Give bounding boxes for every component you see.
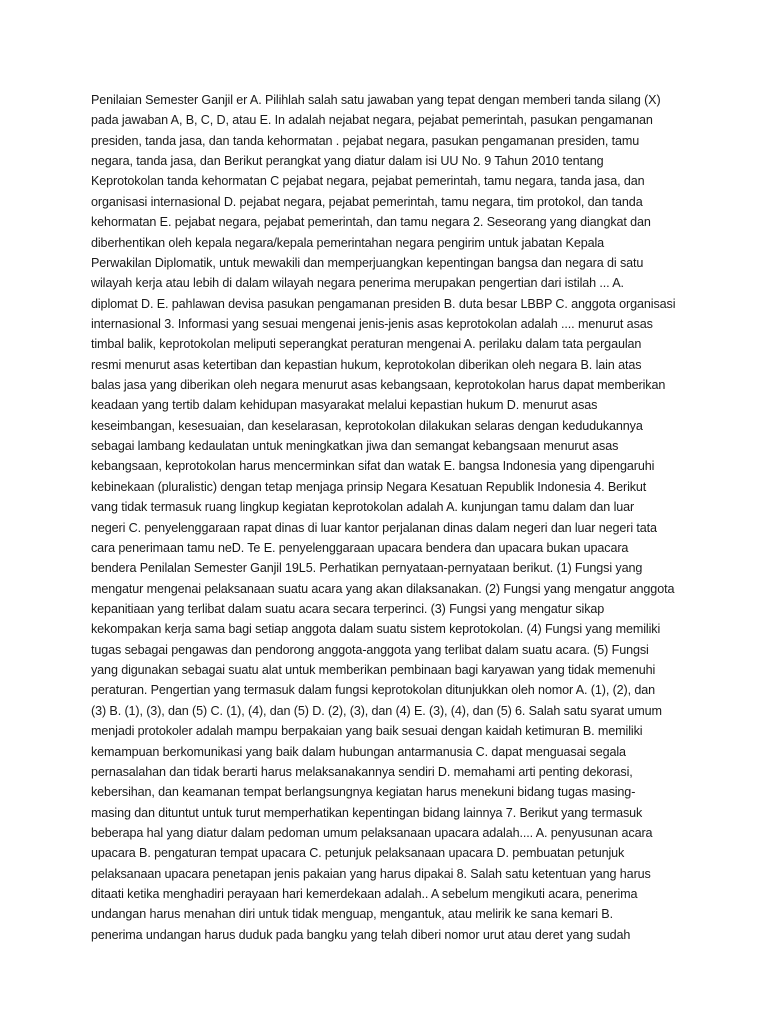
text-line: kehormatan E. pejabat negara, pejabat pemerintah, dan tamu negara 2. Seseorang yang diangkat dan: [91, 215, 651, 230]
text-line: timbal balik, keprotokolan meliputi seperangkat peraturan mengenai A. perilaku dalam tata pergaulan: [91, 337, 642, 352]
text-line: vang tidak termasuk ruang lingkup kegiatan keprotokolan adalah A. kunjungan tamu dalam dan luar: [91, 500, 635, 515]
text-line: diplomat D. E. pahlawan devisa pasukan pengamanan presiden B. duta besar LBBP C. anggota organisasi: [91, 296, 676, 311]
text-line: organisasi internasional D. pejabat negara, pejabat pemerintah, tamu negara, tim protokol, dan tanda: [91, 194, 643, 209]
text-line: keseimbangan, kesesuaian, dan keselarasan, keprotokolan dilakukan selaras dengan kedudukannya: [91, 418, 643, 433]
text-line: pelaksanaan upacara penetapan jenis pakaian yang harus dipakai 8. Salah satu ketentuan yang harus: [91, 866, 651, 881]
text-line: yang digunakan sebagai suatu alat untuk memberikan pembinaan bagi karyawan yang tidak memenuhi: [91, 663, 656, 678]
text-line: beberapa hal yang diatur dalam pedoman umum pelaksanaan upacara adalah.... A. penyusunan acara: [91, 825, 653, 840]
text-line: wilayah kerja atau lebih di dalam wilayah negara penerima merupakan pengertian dari istilah ... A.: [91, 276, 624, 291]
text-line: sebagai lambang kedaulatan untuk meningkatkan jiwa dan semangat kebangsaan menurut asas: [91, 439, 619, 454]
text-line: kebangsaan, keprotokolan harus mencerminkan sifat dan watak E. bangsa Indonesia yang dipengaruhi: [91, 459, 655, 474]
text-line: kebersihan, dan keamanan tempat berlangsungnya kegiatan harus menekuni bidang tugas masing-: [91, 785, 636, 800]
text-line: masing dan dituntut untuk turut memperhatikan kepentingan bidang lainnya 7. Berikut yang termasuk: [91, 805, 643, 820]
text-line: menjadi protokoler adalah mampu berpakaian yang baik sesuai dengan kaidah ketimuran B. memiliki: [91, 724, 643, 739]
text-line: pada jawaban A, B, C, D, atau E. In adalah nejabat negara, pejabat pemerintah, pasukan pengamanan: [91, 113, 653, 128]
text-line: balas jasa yang diberikan oleh negara menurut asas kebangsaan, keprotokolan harus dapat memberikan: [91, 378, 666, 393]
text-line: kepanitiaan yang terlibat dalam suatu acara secara terperinci. (3) Fungsi yang mengatur sikap: [91, 601, 605, 616]
text-line: kekompakan kerja sama bagi setiap anggota dalam suatu sistem keprotokolan. (4) Fungsi yang memiliki: [91, 622, 661, 637]
text-line: penerima undangan harus duduk pada bangku yang telah diberi nomor urut atau deret yang sudah: [91, 927, 631, 942]
text-line: Perwakilan Diplomatik, untuk mewakili dan memperjuangkan kepentingan bangsa dan negara di satu: [91, 255, 644, 270]
text-line: presiden, tanda jasa, dan tanda kehormatan . pejabat negara, pasukan pengamanan presiden, tamu: [91, 133, 640, 148]
text-line: undangan harus menahan diri untuk tidak menguap, mengantuk, atau melirik ke sana kemari B.: [91, 907, 613, 922]
text-line: diberhentikan oleh kepala negara/kepala pemerintahan negara pengirim untuk jabatan Kepala: [91, 235, 605, 250]
text-line: (3) B. (1), (3), dan (5) C. (1), (4), dan (5) D. (2), (3), dan (4) E. (3), (4), dan (5) 6. Salah satu syarat umum: [91, 703, 662, 718]
document-body-text: [91, 90, 682, 945]
text-line: kemampuan berkomunikasi yang baik dalam hubungan antarmanusia C. dapat menguasai segala: [91, 744, 626, 759]
text-line: internasional 3. Informasi yang sesuai mengenai jenis-jenis asas keprotokolan adalah .... menurut asas: [91, 316, 653, 331]
text-line: bendera Penilalan Semester Ganjil 19L5. Perhatikan pernyataan-pernyataan berikut. (1) Fungsi yang: [91, 561, 643, 576]
text-line: mengatur mengenai pelaksanaan suatu acara yang akan dilaksanakan. (2) Fungsi yang mengatur anggota: [91, 581, 675, 596]
text-line: keadaan yang tertib dalam kehidupan masyarakat melalui kepastian hukum D. menurut asas: [91, 398, 598, 413]
text-line: resmi menurut asas ketertiban dan kepastian hukum, keprotokolan diberikan oleh negara B. lain atas: [91, 357, 642, 372]
text-line: negeri C. penyelenggaraan rapat dinas di luar kantor perjalanan dinas dalam negeri dan luar negeri tata: [91, 520, 657, 535]
text-line: tugas sebagai pengawas dan pendorong anggota-anggota yang terlibat dalam suatu acara. (5) Fungsi: [91, 642, 649, 657]
text-line: kebinekaan (pluralistic) dengan tetap menjaga prinsip Negara Kesatuan Republik Indonesia 4. Berikut: [91, 479, 647, 494]
text-line: Penilaian Semester Ganjil er A. Pilihlah salah satu jawaban yang tepat dengan memberi tanda silang (X): [91, 93, 661, 107]
text-line: peraturan. Pengertian yang termasuk dalam fungsi keprotokolan ditunjukkan oleh nomor A. (1), (2), dan: [91, 683, 656, 698]
text-line: Keprotokolan tanda kehormatan C pejabat negara, pejabat pemerintah, tamu negara, tanda jasa, dan: [91, 174, 645, 189]
text-line: upacara B. pengaturan tempat upacara C. petunjuk pelaksanaan upacara D. pembuatan petunjuk: [91, 846, 625, 861]
text-line: pernasalahan dan tidak berarti harus melaksanakannya sendiri D. memahami arti penting dekorasi,: [91, 764, 633, 779]
text-line: negara, tanda jasa, dan Berikut perangkat yang diatur dalam isi UU No. 9 Tahun 2010 tentang: [91, 154, 604, 169]
text-line: cara penerimaan tamu neD. Te E. penyelenggaraan upacara bendera dan upacara bukan upacara: [91, 540, 629, 555]
text-line: ditaati ketika menghadiri perayaan hari kemerdekaan adalah.. A sebelum mengikuti acara, penerima: [91, 887, 638, 902]
